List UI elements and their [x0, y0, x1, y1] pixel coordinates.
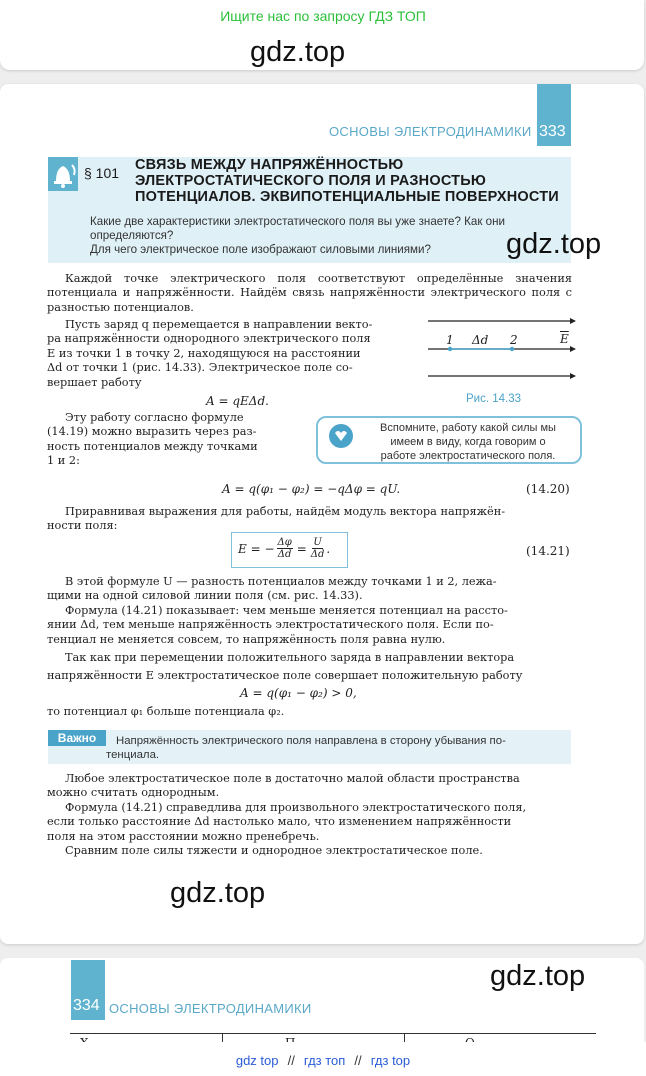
running-header-title: ОСНОВЫ ЭЛЕКТРОДИНАМИКИ: [329, 124, 532, 139]
denominator: Δd: [277, 549, 292, 560]
fraction: [277, 537, 293, 560]
figure-caption: Рис. 14.33: [466, 393, 522, 405]
question-line: Для чего электрическое поле изображают силовыми линиями?: [90, 243, 431, 256]
text-line: напряжённости E электростатическое поле совершает положительную работу: [47, 669, 523, 683]
formula-14-20: A = q(φ₁ − φ₂) = −qΔφ = qU.: [222, 482, 401, 496]
top-banner: [0, 0, 646, 34]
formula-14-21: [238, 537, 330, 560]
note-line: работе электростатического поля.: [380, 450, 556, 462]
paragraph: [47, 318, 409, 390]
text-line: поля на этом расстоянии можно пренебречь.: [47, 829, 320, 843]
text-line: В этой формуле U — разность потенциалов между точками 1 и 2, лежа-: [65, 575, 497, 588]
denominator: Δd: [310, 549, 325, 560]
section-title: [135, 157, 575, 205]
search-hint-link[interactable]: Ищите нас по запросу ГДЗ ТОП: [220, 8, 426, 24]
text-line: можно считать однородным.: [47, 786, 220, 800]
fraction: [311, 537, 325, 560]
text-line: Каждой точке электрического поля соответствуют определённые значения: [65, 272, 572, 285]
text-line: вершает работу: [47, 375, 142, 389]
text-line: ра напряжённости однородного электрического поля: [47, 332, 371, 346]
section-number: § 101: [84, 165, 120, 181]
text-line: потенциала и напряжённости. Найдём связь напряжённости электрического: [47, 286, 526, 300]
figure-label-e: $\overline{E}$: [560, 332, 569, 346]
bell-icon: [48, 157, 78, 191]
text-line: 1 и 2:: [47, 454, 80, 468]
page-number: 333: [539, 123, 566, 140]
text-line: E из точки 1 в точку 2, находящуюся на расстоянии: [47, 346, 361, 360]
text-line: Любое электростатическое поле в достаточно малой области пространства: [65, 772, 520, 785]
page-number-tab: [537, 84, 571, 146]
section-title-line: СВЯЗЬ МЕЖДУ НАПРЯЖЁННОСТЬЮ: [135, 157, 404, 173]
text-line: Формула (14.21) справедлива для произвольного электростатического поля,: [65, 800, 527, 814]
heart-hand-icon: [328, 423, 354, 449]
text-line: тенциал не меняется совсем, то напряжённость поля равна нулю.: [47, 632, 446, 646]
text-line: ности поля:: [47, 519, 118, 533]
figure-label-2: 2: [510, 333, 518, 347]
paragraph: [47, 505, 572, 534]
text-line: если только расстояние Δd настолько мало, что изменением напряжённости: [47, 815, 512, 829]
section-questions: [90, 215, 570, 257]
important-line: тенциала.: [106, 749, 160, 761]
text-line: янии Δd, тем меньше напряжённость электростатического поля. Если по-: [47, 618, 494, 632]
paragraph: [47, 772, 572, 858]
text-line: щими на одной силовой линии поля (см. рис. 14.33).: [47, 589, 363, 603]
table-partial: [70, 1033, 596, 1041]
important-tag: Важно: [48, 730, 106, 746]
figure-label-1: 1: [446, 333, 454, 347]
next-page-number-tab: [71, 960, 105, 1020]
formula-positive-work: A = q(φ₁ − φ₂) > 0,: [240, 686, 357, 700]
watermark: gdz.top: [250, 36, 346, 68]
text-line: Приравнивая выражения для работы, найдём модуль вектора напряжён-: [65, 505, 506, 518]
next-running-header: ОСНОВЫ ЭЛЕКТРОДИНАМИКИ: [109, 1001, 312, 1016]
figure-label-dd: Δd: [472, 333, 489, 347]
text-line: ность потенциалов между точками: [47, 439, 258, 453]
formula-part: E = −: [238, 541, 275, 556]
paragraph: [47, 575, 572, 684]
watermark: gdz.top: [490, 960, 586, 992]
watermark: gdz.top: [170, 877, 266, 909]
watermark: gdz.top: [506, 228, 602, 260]
numerator: U: [313, 537, 322, 548]
text-line: Так как при перемещении положительного заряда в направлении вектора: [65, 651, 515, 665]
numerator: Δφ: [277, 537, 292, 548]
text-line: Эту работу согласно формуле: [65, 411, 244, 424]
text-line: поля с разностью потенциалов.: [47, 286, 572, 314]
equation-number: (14.21): [526, 544, 570, 558]
footer-separator: //: [354, 1053, 362, 1068]
question-line: Какие две характеристики электростатического поля вы уже знаете? Как они: [90, 215, 505, 228]
paragraph: [47, 411, 293, 469]
text-line: Формула (14.21) показывает: чем меньше меняется потенциал на рассто-: [65, 603, 508, 617]
recall-note-text: [362, 421, 574, 463]
footer-link[interactable]: гдз top: [370, 1053, 411, 1068]
text-line: Сравним поле силы тяжести и однородное электростатическое поле.: [65, 844, 483, 858]
formula-work: A = qEΔd.: [206, 394, 269, 408]
important-line: Напряжённость электрического поля направлена в сторону убывания по-: [116, 735, 506, 747]
figure-14-33: [426, 310, 576, 395]
footer-separator: //: [287, 1053, 295, 1068]
text-line: Δd от точки 1 (рис. 14.33). Электрическое поле со-: [47, 361, 353, 375]
paragraph: то потенциал φ₁ больше потенциала φ₂.: [47, 705, 285, 718]
important-text: [106, 734, 568, 762]
equation-number: (14.20): [526, 482, 570, 496]
section-title-line: ПОТЕНЦИАЛОВ. ЭКВИПОТЕНЦИАЛЬНЫЕ ПОВЕРХНОСТИ: [135, 189, 559, 205]
formula-part: .: [326, 541, 331, 556]
section-title-line: ЭЛЕКТРОСТАТИЧЕСКОГО ПОЛЯ И РАЗНОСТЬЮ: [135, 173, 486, 189]
note-line: имеем в виду, когда говорим о: [390, 436, 546, 448]
footer-link[interactable]: гдз топ: [303, 1053, 346, 1068]
footer-link[interactable]: gdz top: [235, 1053, 279, 1068]
note-line: Вспомните, работу какой силы мы: [380, 422, 556, 434]
text-line: Пусть заряд q перемещается в направлении векто-: [65, 318, 373, 331]
footer-links: [0, 1050, 646, 1069]
question-line: определяются?: [90, 229, 174, 242]
text-line: (14.19) можно выразить через раз-: [47, 425, 257, 439]
formula-part: =: [296, 541, 307, 556]
page-number: 334: [73, 997, 100, 1014]
paragraph: [47, 272, 572, 315]
